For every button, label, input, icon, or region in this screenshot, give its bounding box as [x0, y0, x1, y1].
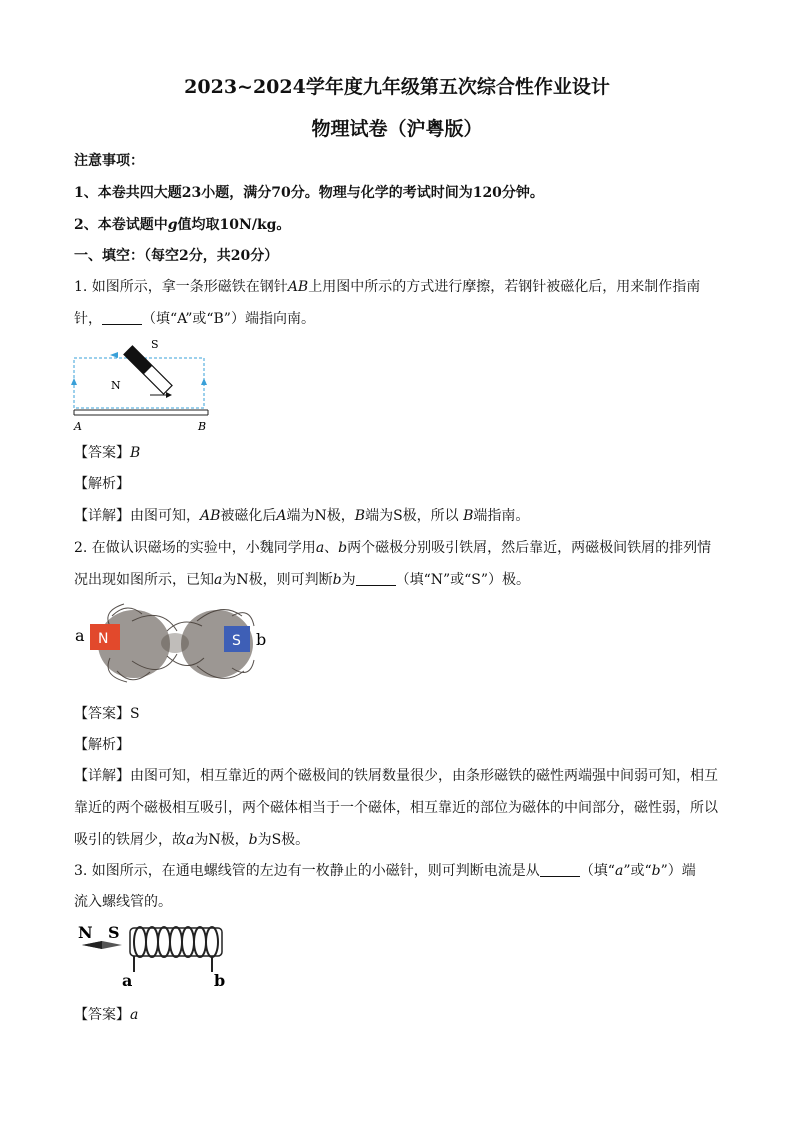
q3-answer-blank[interactable] — [540, 864, 580, 877]
notes-item-1: 1、本卷共四大题23小题，满分70分。物理与化学的考试时间为120分钟。 — [74, 185, 544, 201]
q3-fig-label-b: b — [214, 971, 226, 990]
q1-fig-label-a: A — [74, 420, 82, 433]
q2-magnet-label-s: S — [232, 633, 241, 649]
q2-text-line-1: 2. 在做认识磁场的实验中，小魏同学用a、b两个磁极分别吸引铁屑，然后靠近，两磁极间铁屑的排列情 — [74, 540, 712, 556]
q1-analysis: 【解析】 — [74, 476, 130, 492]
q2-fig-label-a: a — [75, 626, 85, 645]
q1-text-line-1: 1. 如图所示，拿一条形磁铁在钢针AB上用图中所示的方式进行摩擦，若钢针被磁化后，用来制作指南 — [74, 279, 701, 295]
section-1-heading: 一、填空：（每空2分，共20分） — [74, 248, 279, 264]
q2-answer: 【答案】S — [74, 706, 140, 722]
q1-fig-label-n: N — [111, 379, 121, 392]
q2-detail-line-3: 吸引的铁屑少，故a为N极，b为S极。 — [74, 832, 310, 848]
q1-answer-blank[interactable] — [102, 312, 142, 325]
q3-fig-label-a: a — [122, 971, 133, 990]
q2-analysis: 【解析】 — [74, 737, 130, 753]
q1-figure — [70, 338, 220, 433]
q2-answer-blank[interactable] — [356, 573, 396, 586]
q3-text-line-1: 3. 如图所示，在通电螺线管的左边有一枚静止的小磁针，则可判断电流是从 （填“a”或“b”）端 — [74, 863, 696, 879]
notes-item-2: 2、本卷试题中g值均取10N/kg。 — [74, 217, 291, 233]
q3-answer: 【答案】a — [74, 1007, 139, 1023]
q2-detail-line-1: 【详解】由图可知，相互靠近的两个磁极间的铁屑数量很少，由条形磁铁的磁性两端强中间弱可知，相互 — [74, 768, 718, 784]
q2-fig-label-b: b — [256, 630, 267, 649]
q1-detail: 【详解】由图可知，AB被磁化后A端为N极，B端为S极，所以 B端指南。 — [74, 508, 530, 524]
q1-text-line-2: 针， （填“A”或“B”）端指向南。 — [74, 311, 315, 327]
q2-magnet-label-n: N — [98, 631, 109, 647]
q3-needle-label-n: N — [78, 923, 93, 942]
page-subtitle: 物理试卷（沪粤版） — [311, 118, 483, 140]
q1-fig-label-b: B — [198, 420, 207, 433]
q2-text-line-2: 况出现如图所示，已知a为N极，则可判断b为 （填“N”或“S”）极。 — [74, 572, 531, 588]
q3-text-line-2: 流入螺线管的。 — [74, 894, 172, 910]
q1-fig-label-s: S — [151, 338, 159, 351]
q2-detail-line-2: 靠近的两个磁极相互吸引，两个磁体相当于一个磁体，相互靠近的部位为磁体的中间部分，磁性弱，所以 — [74, 800, 718, 816]
notes-heading: 注意事项： — [74, 153, 144, 169]
q2-figure — [72, 596, 272, 691]
q1-answer: 【答案】B — [74, 445, 141, 461]
q3-figure — [74, 918, 234, 990]
page-title: 2023~2024学年度九年级第五次综合性作业设计 — [184, 76, 610, 98]
q3-needle-label-s: S — [108, 923, 120, 942]
